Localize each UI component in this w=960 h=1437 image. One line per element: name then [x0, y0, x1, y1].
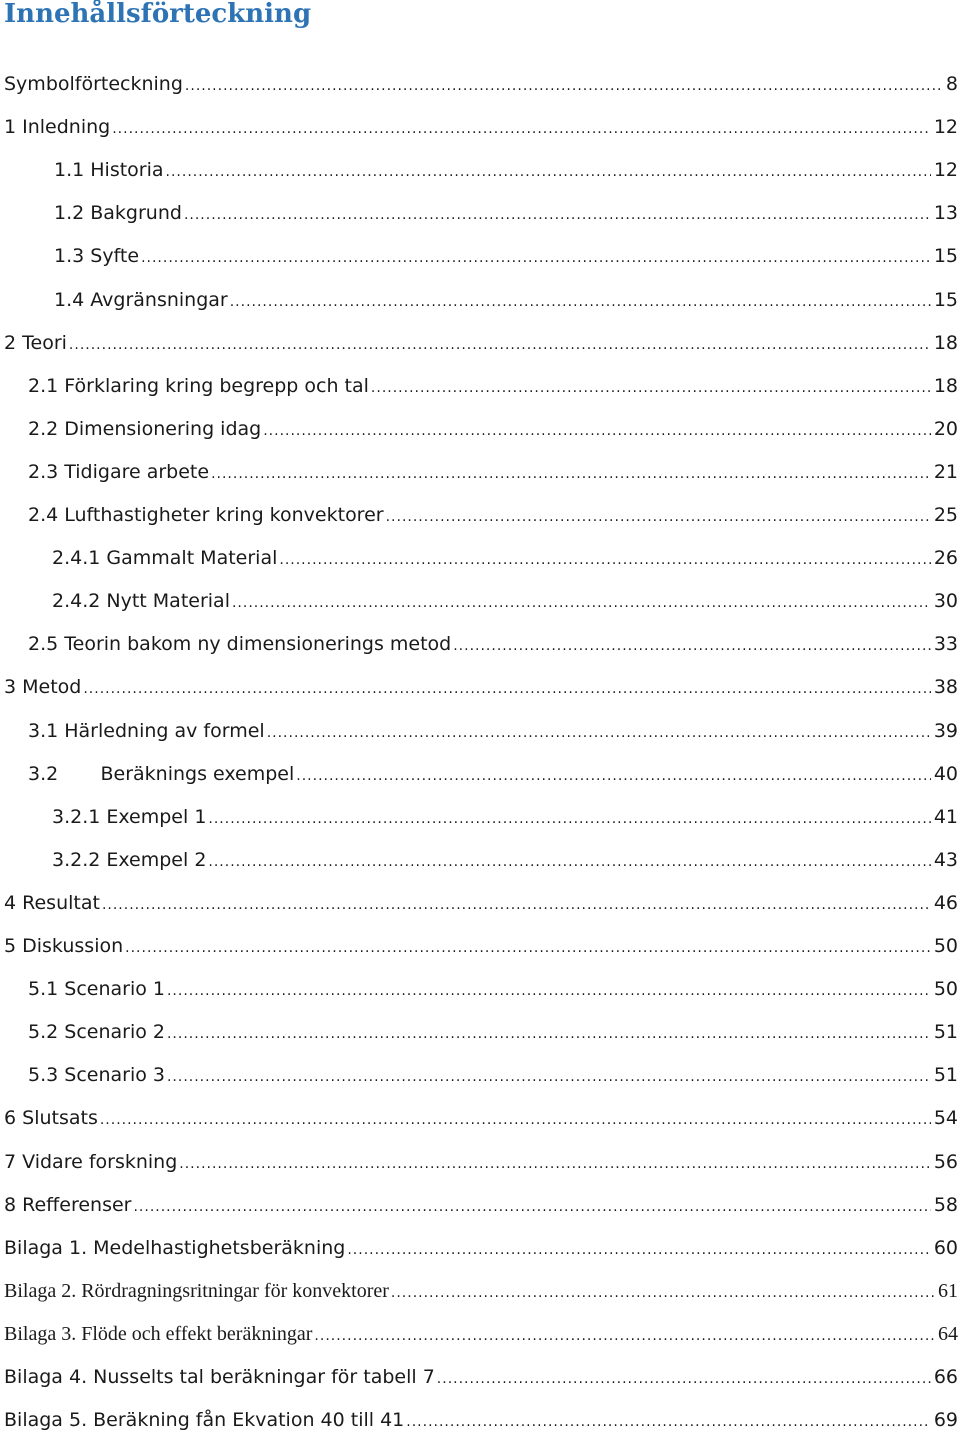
toc-entry[interactable] [0, 69, 960, 99]
toc-entry[interactable] [0, 328, 960, 358]
toc-entry-label: 3.2.1 Exempel 1 [52, 805, 207, 828]
toc-entry[interactable] [0, 1190, 960, 1220]
dot-leader [166, 157, 931, 187]
toc-entry-page-number: 18 [933, 331, 958, 354]
toc-entry-page-number: 50 [933, 978, 958, 1001]
toc-entry[interactable] [0, 155, 960, 185]
toc-entry-page-number: 69 [933, 1409, 958, 1432]
toc-entry[interactable] [0, 716, 960, 746]
toc-entry-label: 2.5 Teorin bakom ny dimensionerings metod [28, 633, 452, 656]
dot-leader [100, 1105, 931, 1135]
toc-entry-page-number: 51 [933, 1064, 958, 1087]
toc-entry-page-number: 39 [933, 719, 958, 742]
dot-leader [167, 1019, 931, 1049]
dot-leader [167, 1062, 931, 1092]
toc-entry-page-number: 20 [933, 417, 958, 440]
dot-leader [406, 1407, 931, 1437]
toc-entry-page-number: 33 [933, 633, 958, 656]
toc-entry-label: 3.1 Härledning av formel [28, 719, 265, 742]
dot-leader [133, 1192, 930, 1222]
toc-entry-label: 2.1 Förklaring kring begrepp och tal [28, 374, 369, 397]
toc-entry-label: 1.3 Syfte [54, 245, 140, 268]
toc-entry-page-number: 12 [933, 159, 958, 182]
toc-entry-page-number: 12 [933, 116, 958, 139]
toc-entry-label: 1 Inledning [4, 116, 111, 139]
toc-entry-page-number: 66 [933, 1366, 958, 1388]
toc-entry-label: 1.1 Historia [54, 159, 164, 182]
toc-entry[interactable] [0, 1405, 960, 1435]
toc-heading: Innehållsförteckning [4, 0, 312, 29]
toc-entry[interactable] [0, 457, 960, 487]
dot-leader [453, 631, 931, 661]
toc-entry-label: 2 Teori [4, 331, 67, 354]
toc-entry-page-number: 15 [933, 288, 958, 311]
dot-leader [125, 933, 931, 963]
toc-entry[interactable] [0, 888, 960, 918]
toc-entry[interactable] [0, 586, 960, 616]
dot-leader [69, 330, 931, 360]
toc-entry-page-number: 54 [933, 1107, 958, 1130]
toc-entry-page-number: 64 [938, 1322, 958, 1345]
toc-entry-label: Bilaga 1. Medelhastighetsberäkning [4, 1236, 346, 1259]
toc-entry-page-number: 30 [933, 590, 958, 613]
toc-entry-label: 7 Vidare forskning [4, 1150, 178, 1173]
toc-entry-label: 2.4 Lufthastigheter kring konvektorer [28, 504, 384, 526]
toc-entry-page-number: 38 [933, 676, 958, 699]
dot-leader [179, 1149, 931, 1179]
toc-entry[interactable] [0, 759, 960, 789]
dot-leader [185, 71, 943, 101]
toc-entry-label: 2.4.2 Nytt Material [52, 590, 230, 613]
dot-leader [437, 1364, 931, 1394]
dot-leader [184, 200, 931, 230]
toc-entry-label: Bilaga 5. Beräkning fån Ekvation 40 till 41 [4, 1409, 405, 1432]
dot-leader [230, 287, 931, 317]
toc-entry[interactable] [0, 112, 960, 142]
toc-entry-label: 3 Metod [4, 676, 82, 699]
toc-entry-label: 3.2 Beräknings exempel [28, 762, 295, 785]
toc-entry[interactable] [0, 672, 960, 702]
toc-entry-page-number: 26 [933, 547, 958, 570]
toc-entry[interactable] [0, 414, 960, 444]
dot-leader [279, 545, 930, 575]
dot-leader [211, 459, 931, 489]
dot-leader [141, 243, 931, 273]
toc-entry[interactable] [0, 241, 960, 271]
toc-entry-page-number: 15 [933, 245, 958, 268]
toc-entry-label: Bilaga 4. Nusselts tal beräkningar för tabell 7 [4, 1366, 435, 1388]
toc-entry[interactable] [0, 543, 960, 573]
toc-entry[interactable] [0, 1060, 960, 1090]
toc-entry-label: Symbolförteckning [4, 73, 183, 95]
toc-entry-page-number: 18 [933, 374, 958, 397]
toc-entry-label: 8 Refferenser [4, 1193, 132, 1216]
toc-entry[interactable] [0, 1276, 960, 1306]
toc-entry-page-number: 56 [933, 1150, 958, 1173]
dot-leader [208, 804, 930, 834]
toc-entry-page-number: 46 [933, 891, 958, 914]
toc-entry-page-number: 21 [933, 460, 958, 483]
toc-entry-page-number: 25 [933, 504, 958, 526]
toc-entry-label: 2.4.1 Gammalt Material [52, 547, 278, 570]
dot-leader [208, 847, 930, 877]
toc-entry-page-number: 40 [933, 762, 958, 785]
dot-leader [314, 1321, 935, 1351]
toc-entry[interactable] [0, 1319, 960, 1349]
toc-entry-label: 6 Slutsats [4, 1107, 98, 1130]
toc-entry[interactable] [0, 198, 960, 228]
toc-entry-page-number: 51 [933, 1021, 958, 1044]
toc-entry[interactable] [0, 802, 960, 832]
toc-entry[interactable] [0, 500, 960, 530]
toc-entry[interactable] [0, 1362, 960, 1392]
toc-entry[interactable] [0, 1147, 960, 1177]
toc-entry-label: 1.2 Bakgrund [54, 202, 182, 225]
toc-entry-page-number: 58 [933, 1193, 958, 1216]
toc-entry[interactable] [0, 285, 960, 315]
toc-entry[interactable] [0, 1233, 960, 1263]
toc-entry[interactable] [0, 845, 960, 875]
dot-leader [296, 761, 931, 791]
toc-entry-label: 5 Diskussion [4, 935, 124, 957]
toc-entry-label: 2.2 Dimensionering idag [28, 417, 262, 440]
toc-entry-label: 5.1 Scenario 1 [28, 978, 165, 1001]
toc-entry-label: 1.4 Avgränsningar [54, 288, 228, 311]
toc-entry-page-number: 41 [933, 805, 958, 828]
dot-leader [112, 114, 931, 144]
dot-leader [167, 976, 931, 1006]
dot-leader [263, 416, 931, 446]
dot-leader [386, 502, 931, 532]
dot-leader [102, 890, 931, 920]
toc-entry-label: 2.3 Tidigare arbete [28, 460, 210, 483]
toc-entry-page-number: 60 [933, 1236, 958, 1259]
toc-entry[interactable] [0, 931, 960, 961]
toc-entry-label: 3.2.2 Exempel 2 [52, 848, 207, 871]
toc-entry-label: Bilaga 3. Flöde och effekt beräkningar [4, 1322, 313, 1345]
toc-entry-page-number: 50 [933, 935, 958, 957]
toc-entry[interactable] [0, 1017, 960, 1047]
dot-leader [371, 373, 931, 403]
toc-entry-label: 5.2 Scenario 2 [28, 1021, 165, 1044]
toc-entry[interactable] [0, 974, 960, 1004]
toc-entry-label: 5.3 Scenario 3 [28, 1064, 165, 1087]
dot-leader [232, 588, 931, 618]
toc-entry-page-number: 13 [933, 202, 958, 225]
toc-entry-page-number: 43 [933, 848, 958, 871]
dot-leader [391, 1278, 935, 1308]
dot-leader [267, 718, 931, 748]
toc-entry-page-number: 61 [938, 1279, 958, 1302]
dot-leader [347, 1235, 930, 1265]
toc-entry-page-number: 8 [945, 73, 958, 95]
toc-entry[interactable] [0, 629, 960, 659]
toc-entry[interactable] [0, 371, 960, 401]
dot-leader [83, 674, 930, 704]
toc-entry-label: 4 Resultat [4, 891, 100, 914]
toc-entry[interactable] [0, 1103, 960, 1133]
toc-entry-label: Bilaga 2. Rördragningsritningar för konvektorer [4, 1279, 389, 1302]
